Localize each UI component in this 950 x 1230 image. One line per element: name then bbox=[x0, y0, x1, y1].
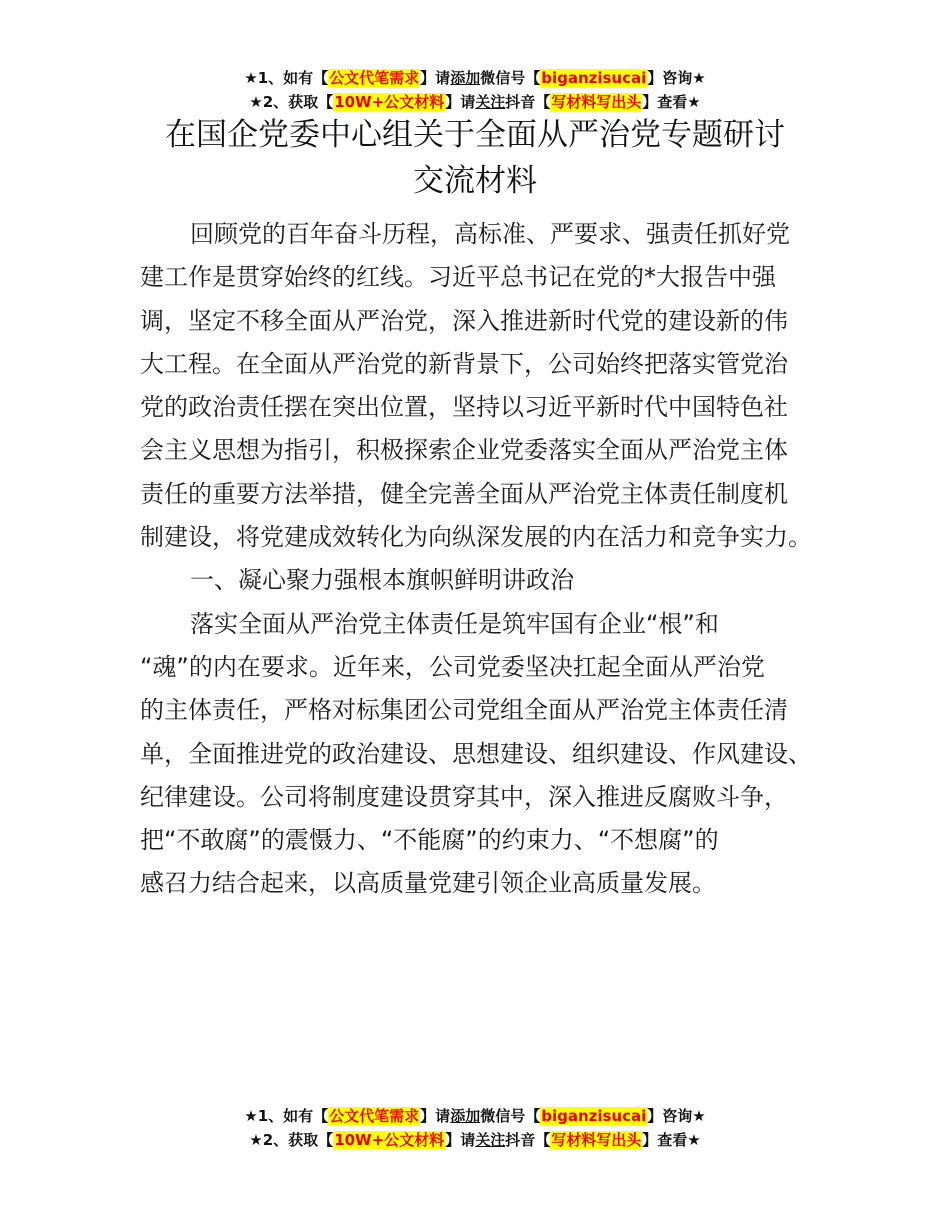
promo-text: 】咨询★ bbox=[647, 69, 706, 87]
paragraph-section-1 bbox=[140, 603, 820, 906]
promo-text-underlined: 关注 bbox=[475, 93, 506, 111]
promo-highlight: 公文代笔需求 bbox=[329, 1107, 420, 1125]
promo-text-underlined: 添加 bbox=[450, 69, 481, 87]
paragraph-line: “魂”的内在要求。近年来，公司党委坚决扛起全面从严治党 bbox=[140, 652, 765, 681]
promo-highlight: 10W+公文材料 bbox=[334, 93, 445, 111]
paragraph-line: 回顾党的百年奋斗历程，高标准、严要求、强责任抓好党 bbox=[190, 220, 790, 248]
top-promo-banner bbox=[0, 66, 950, 114]
paragraph-line: 责任的重要方法举措，健全完善全面从严治党主体责任制度机 bbox=[140, 479, 788, 508]
promo-text: 】查看★ bbox=[642, 93, 701, 111]
paragraph-line: 党的政治责任摆在突出位置，坚持以习近平新时代中国特色社 bbox=[140, 393, 788, 422]
promo-line-1 bbox=[0, 66, 950, 90]
promo-line-2 bbox=[0, 90, 950, 114]
promo-text-underlined: 添加 bbox=[450, 1107, 481, 1125]
document-body bbox=[140, 213, 820, 906]
promo-highlight: 写材料写出头 bbox=[551, 1131, 642, 1149]
promo-text: 】查看★ bbox=[642, 1131, 701, 1149]
paragraph-line: 调，坚定不移全面从严治党，深入推进新时代党的建设新的伟 bbox=[140, 306, 788, 335]
promo-text: 微信号【 bbox=[480, 1107, 541, 1125]
promo-highlight: biganzisucai bbox=[541, 69, 647, 87]
promo-highlight: biganzisucai bbox=[541, 1107, 647, 1125]
paragraph-line: 把“不敢腐”的震慑力、“不能腐”的约束力、“不想腐”的 bbox=[140, 826, 719, 855]
paragraph-line: 纪律建设。公司将制度建设贯穿其中，深入推进反腐败斗争， bbox=[140, 782, 788, 811]
bottom-promo-banner bbox=[0, 1104, 950, 1152]
promo-text: 】咨询★ bbox=[647, 1107, 706, 1125]
paragraph-line: 落实全面从严治党主体责任是筑牢国有企业“根”和 bbox=[190, 609, 719, 638]
promo-text-underlined: 关注 bbox=[475, 1131, 506, 1149]
promo-text: 】请 bbox=[420, 1107, 451, 1125]
promo-text: ★2、获取【 bbox=[249, 1131, 334, 1149]
promo-highlight: 10W+公文材料 bbox=[334, 1131, 445, 1149]
title-line: 交流材料 bbox=[413, 163, 537, 199]
promo-text: ★1、如有【 bbox=[244, 1107, 329, 1125]
paragraph-line: 建工作是贯穿始终的红线。习近平总书记在党的*大报告中强 bbox=[140, 263, 776, 292]
section-heading: 一、凝心聚力强根本旗帜鲜明讲政治 bbox=[190, 566, 574, 595]
promo-line-1 bbox=[0, 1104, 950, 1128]
promo-highlight: 写材料写出头 bbox=[551, 93, 642, 111]
promo-highlight: 公文代笔需求 bbox=[329, 69, 420, 87]
promo-text: 】请 bbox=[420, 69, 451, 87]
paragraph-line: 制建设，将党建成效转化为向纵深发展的内在活力和竞争实力。 bbox=[140, 523, 812, 552]
paragraph-line: 感召力结合起来，以高质量党建引领企业高质量发展。 bbox=[140, 869, 716, 898]
promo-text: 】请 bbox=[445, 93, 476, 111]
paragraph-intro bbox=[140, 213, 820, 559]
paragraph-line: 会主义思想为指引，积极探索企业党委落实全面从严治党主体 bbox=[140, 436, 788, 465]
promo-text: 微信号【 bbox=[480, 69, 541, 87]
document-title bbox=[0, 112, 950, 204]
promo-text: 】请 bbox=[445, 1131, 476, 1149]
paragraph-line: 大工程。在全面从严治党的新背景下，公司始终把落实管党治 bbox=[140, 349, 788, 378]
promo-text: ★1、如有【 bbox=[244, 69, 329, 87]
paragraph-line: 的主体责任，严格对标集团公司党组全面从严治党主体责任清 bbox=[140, 696, 788, 725]
promo-text: 抖音【 bbox=[505, 1131, 551, 1149]
paragraph-line: 单，全面推进党的政治建设、思想建设、组织建设、作风建设、 bbox=[140, 739, 812, 768]
promo-text: 抖音【 bbox=[505, 93, 551, 111]
title-line: 在国企党委中心组关于全面从严治党专题研讨 bbox=[165, 117, 785, 153]
promo-text: ★2、获取【 bbox=[249, 93, 334, 111]
promo-line-2 bbox=[0, 1128, 950, 1152]
